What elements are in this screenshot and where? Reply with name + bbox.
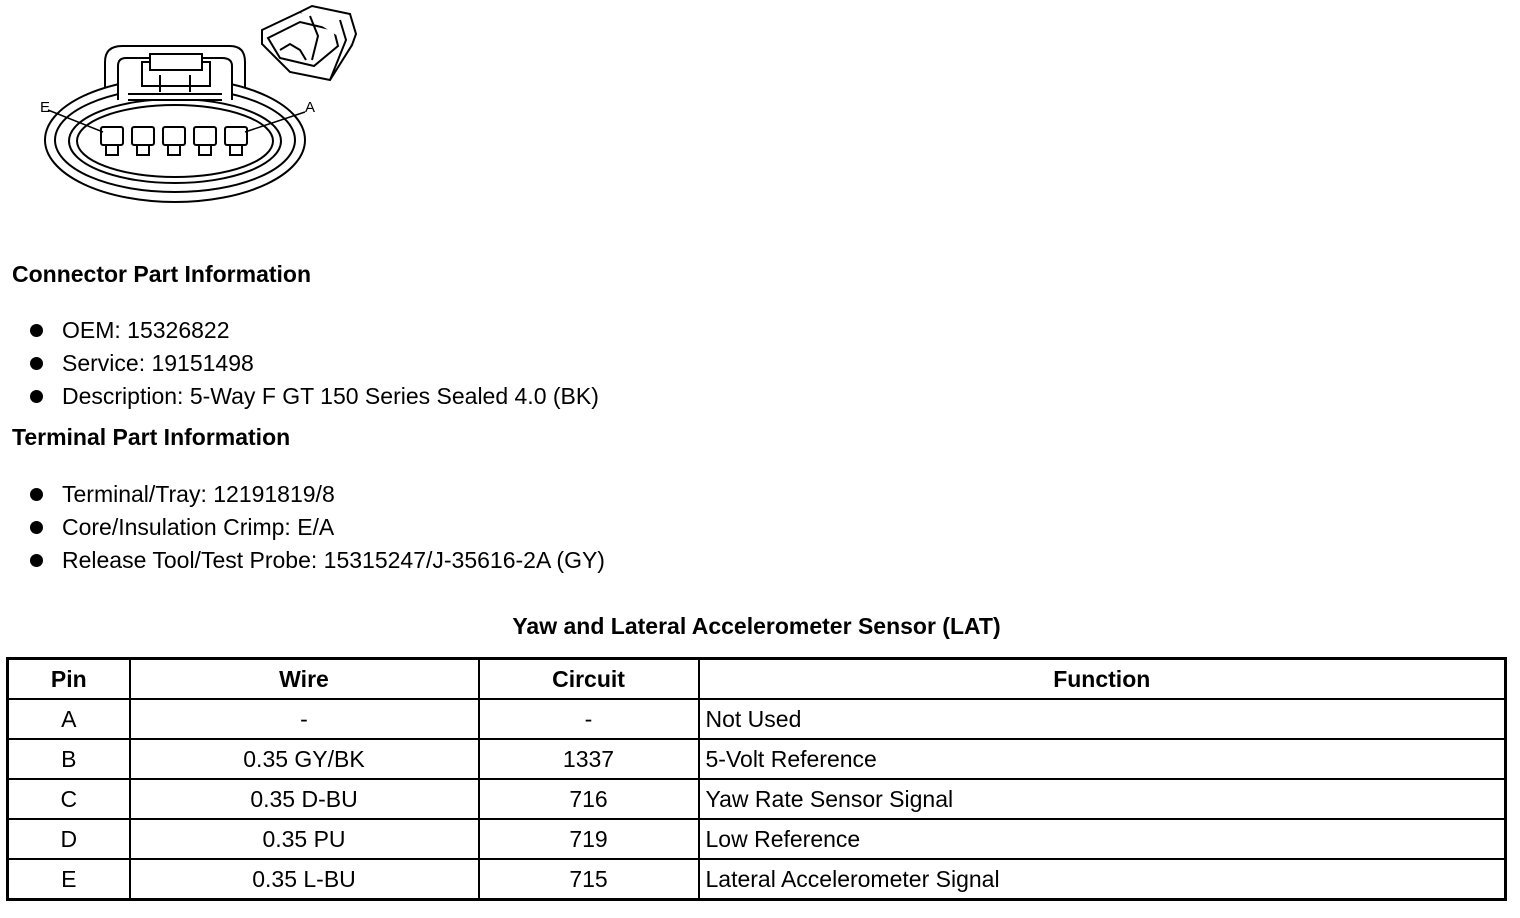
pin-cell: A <box>8 699 130 739</box>
function-cell: 5-Volt Reference <box>699 739 1506 779</box>
function-cell: Lateral Accelerometer Signal <box>699 859 1506 900</box>
connector-face-diagram <box>0 0 380 230</box>
column-header-circuit: Circuit <box>479 659 699 700</box>
pinout-table <box>6 657 1507 901</box>
wire-cell: - <box>130 699 479 739</box>
wire-cell: 0.35 GY/BK <box>130 739 479 779</box>
cavity-a <box>225 127 247 145</box>
cavity-c <box>163 127 185 145</box>
list-item: Description: 5-Way F GT 150 Series Sealed 4.0 (BK) <box>30 380 599 413</box>
circuit-cell: - <box>479 699 699 739</box>
bullet-icon <box>30 357 43 370</box>
wire-cell: 0.35 D-BU <box>130 779 479 819</box>
circuit-cell: 719 <box>479 819 699 859</box>
circuit-cell: 1337 <box>479 739 699 779</box>
pin-cell: C <box>8 779 130 819</box>
list-item: Service: 19151498 <box>30 347 599 380</box>
pin-cell: D <box>8 819 130 859</box>
bullet-icon <box>30 324 43 337</box>
table-row <box>8 819 1506 859</box>
list-item: Release Tool/Test Probe: 15315247/J-35616-2A (GY) <box>30 544 605 577</box>
bullet-icon <box>30 390 43 403</box>
terminal-part-info-list <box>30 478 605 577</box>
pin-a-label: A <box>305 99 316 116</box>
table-row <box>8 779 1506 819</box>
table-row <box>8 699 1506 739</box>
circuit-cell: 716 <box>479 779 699 819</box>
pin-e-label: E <box>40 99 51 116</box>
connector-isometric-icon <box>262 6 356 80</box>
pin-cell: E <box>8 859 130 900</box>
table-title: Yaw and Lateral Accelerometer Sensor (LAT) <box>512 613 1001 639</box>
table-header-row <box>8 659 1506 700</box>
list-item: Core/Insulation Crimp: E/A <box>30 511 605 544</box>
function-cell: Low Reference <box>699 819 1506 859</box>
function-cell: Not Used <box>699 699 1506 739</box>
column-header-pin: Pin <box>8 659 130 700</box>
cavity-d <box>132 127 154 145</box>
column-header-function: Function <box>699 659 1506 700</box>
cavity-e <box>101 127 123 145</box>
wire-cell: 0.35 PU <box>130 819 479 859</box>
list-item: OEM: 15326822 <box>30 314 599 347</box>
circuit-cell: 715 <box>479 859 699 900</box>
pin-cell: B <box>8 739 130 779</box>
connector-part-info-list <box>30 314 599 413</box>
column-header-wire: Wire <box>130 659 479 700</box>
cavity-b <box>194 127 216 145</box>
table-row <box>8 739 1506 779</box>
bullet-icon <box>30 488 43 501</box>
bullet-icon <box>30 554 43 567</box>
connector-part-info-heading: Connector Part Information <box>12 261 312 287</box>
table-row <box>8 859 1506 900</box>
list-item: Terminal/Tray: 12191819/8 <box>30 478 605 511</box>
terminal-part-info-heading: Terminal Part Information <box>12 424 291 450</box>
wire-cell: 0.35 L-BU <box>130 859 479 900</box>
function-cell: Yaw Rate Sensor Signal <box>699 779 1506 819</box>
bullet-icon <box>30 521 43 534</box>
